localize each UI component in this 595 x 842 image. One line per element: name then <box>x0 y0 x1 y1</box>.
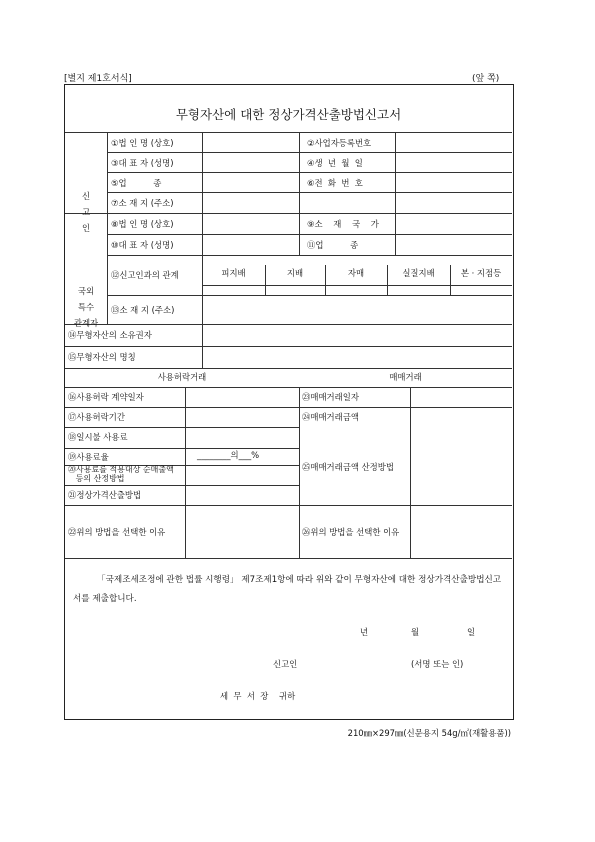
form-number: [별지 제1호서식] <box>64 74 132 84</box>
biz-no-label: ②사업자등록번호 <box>307 138 372 148</box>
signer-label: 신고인 <box>273 659 298 669</box>
license-period-label: ⑰사용허락기간 <box>68 412 125 422</box>
sale-amount-label: ㉔매매거래금액 <box>302 412 359 422</box>
license-reason-label: ㉒위의 방법을 선택한 이유 <box>68 527 166 537</box>
rel-col-sister: 자매 <box>347 268 365 278</box>
page-side: (앞 쪽) <box>472 74 500 84</box>
related-rep-label: ⑩대 표 자 (성명) <box>111 240 174 250</box>
industry-label: ⑤업 종 <box>111 178 162 188</box>
lump-sum-label: ⑱일시불 사용료 <box>68 432 128 442</box>
royalty-rate-blank: ________의___% <box>197 450 260 460</box>
paper-spec: 210㎜×297㎜(신문용지 54g/㎡(재활용품)) <box>347 728 511 738</box>
rel-col-controlling: 지배 <box>286 268 304 278</box>
rel-col-subordinate: 피지배 <box>221 268 246 278</box>
signature-placeholder: (서명 또는 인) <box>411 659 464 669</box>
sale-reason-label: ㉖위의 방법을 선택한 이유 <box>302 527 400 537</box>
rep-label: ③대 표 자 (성명) <box>111 158 174 168</box>
arm-length-method-label: ㉑정상가격산출방법 <box>68 490 142 500</box>
sale-calc-method-label: ㉕매매거래금액 산정방법 <box>302 462 394 472</box>
license-heading: 사용허락거래 <box>157 372 207 382</box>
declaration-form <box>64 84 514 720</box>
royalty-base-label-1: ⑳사용료를 적용대상 순매출액 <box>68 465 174 474</box>
royalty-base-label-2: 등의 산정방법 <box>68 474 125 483</box>
form-title: 무형자산에 대한 정상가격산출방법신고서 <box>175 107 402 122</box>
sale-heading: 매매거래 <box>389 372 422 382</box>
addressee: 세 무 서 장 귀하 <box>220 691 296 701</box>
corp-name-label: ①법 인 명 (상호) <box>111 138 174 148</box>
sale-date-label: ㉓매매거래일자 <box>302 392 359 402</box>
birth-label: ④생 년 월 일 <box>307 158 363 168</box>
related-party-section-label: 국외 특수 관계자 <box>73 286 99 328</box>
phone-label: ⑥전 화 번 호 <box>307 178 363 188</box>
date-day: 일 <box>467 627 476 637</box>
license-contract-date-label: ⑯사용허락 계약일자 <box>68 392 144 402</box>
related-country-label: ⑨소 재 국 가 <box>307 219 379 229</box>
relation-label: ⑫신고인과의 관계 <box>111 270 179 280</box>
related-address-label: ⑬소 재 지 (주소) <box>111 305 175 315</box>
asset-owner-label: ⑭무형자산의 소유권자 <box>68 330 152 340</box>
reporter-section-label: 신 고 인 <box>81 191 91 233</box>
rel-col-branch: 본 · 지점등 <box>460 268 502 278</box>
date-month: 월 <box>411 627 420 637</box>
asset-name-label: ⑮무형자산의 명칭 <box>68 352 136 362</box>
royalty-rate-label: ⑲사용료율 <box>68 452 109 462</box>
address-label: ⑦소 재 지 (주소) <box>111 198 174 208</box>
rel-col-effective-control: 실질지배 <box>402 268 435 278</box>
related-corp-name-label: ⑧법 인 명 (상호) <box>111 219 174 229</box>
related-industry-label: ⑪업 종 <box>307 240 359 250</box>
statement-text: 「국제조세조정에 관한 법률 시행령」 제7조제1항에 따라 위와 같이 무형자산에 대한 정상가격산출방법신고서를 제출합니다. <box>73 575 502 604</box>
date-year: 년 <box>360 627 369 637</box>
